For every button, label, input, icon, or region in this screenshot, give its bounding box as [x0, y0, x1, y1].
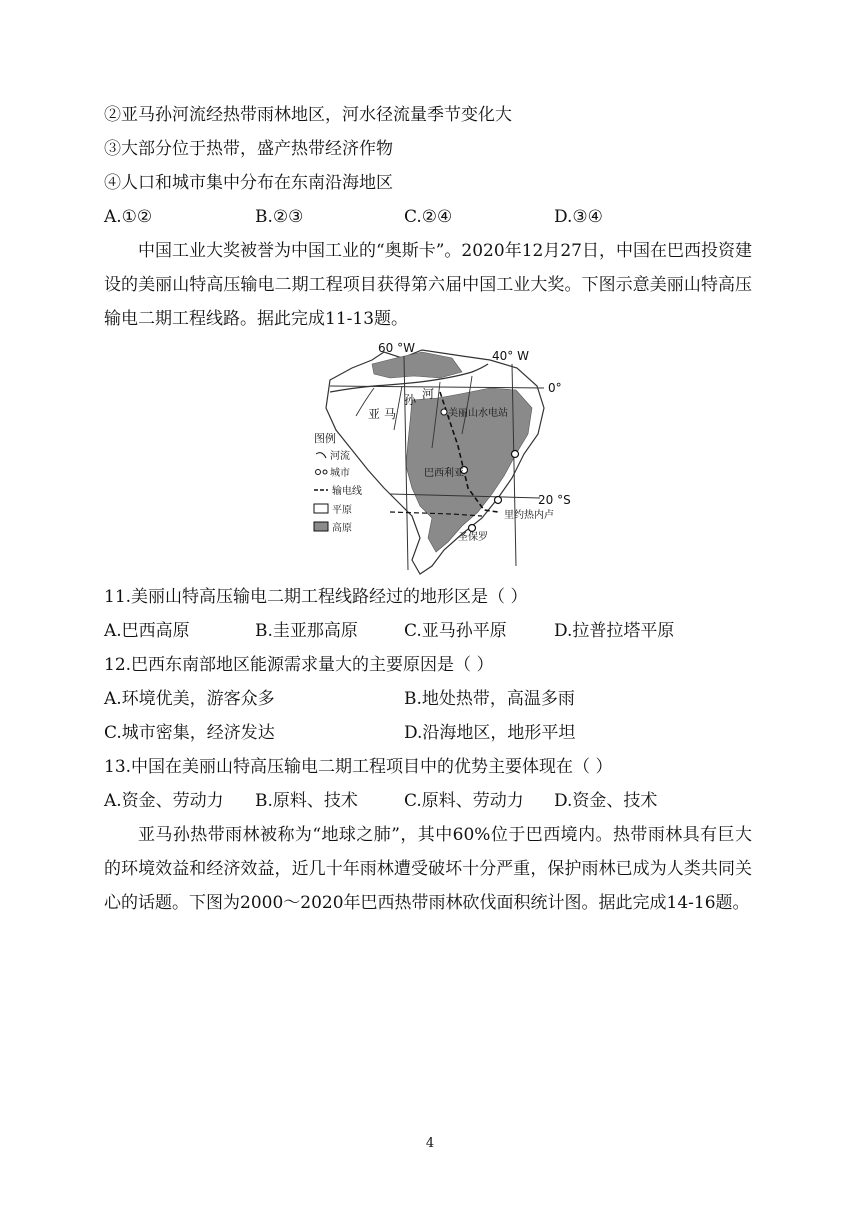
- q13-option-d: D.资金、技术: [554, 791, 658, 811]
- brazil-transmission-map: [312, 338, 571, 578]
- legend-title: 图例: [314, 432, 336, 445]
- q12-option-c: C.城市密集，经济发达: [104, 723, 275, 743]
- question-13-stem: 13.中国在美丽山特高压输电二期工程项目中的优势主要体现在（ ）: [104, 757, 613, 777]
- city-saopaulo-marker: [469, 525, 476, 532]
- legend-plateau-swatch: [314, 522, 328, 531]
- prev-item-3: ③大部分位于热带，盛产热带经济作物: [104, 139, 393, 159]
- q12-option-b: B.地处热带，高温多雨: [404, 689, 575, 709]
- river-label-sun: 孙: [404, 393, 417, 407]
- prev-item-4: ④人口和城市集中分布在东南沿海地区: [104, 173, 393, 193]
- q11-option-b: B.圭亚那高原: [255, 621, 358, 641]
- lat-0-label: 0°: [548, 381, 562, 395]
- q11-option-a: A.巴西高原: [104, 621, 190, 641]
- city-rio-marker: [495, 497, 502, 504]
- prev-option-d: D.③④: [554, 207, 603, 227]
- prev-option-b: B.②③: [255, 207, 304, 227]
- intro-paragraph-2: 亚马孙热带雨林被称为“地球之肺”，其中60%位于巴西境内。热带雨林具有巨大的环境效益和经济效益，近几十年雨林遭受破坏十分严重，保护雨林已成为人类共同关心的话题。下图为2000～2020年巴西热带雨林砍伐面积统计图。据此完成14-16题。: [104, 825, 752, 913]
- river-label-ma: 马: [384, 407, 397, 421]
- q12-option-d: D.沿海地区，地形平坦: [404, 723, 576, 743]
- question-12-stem: 12.巴西东南部地区能源需求量大的主要原因是（ ）: [104, 655, 494, 675]
- hydro-station-label: 美丽山水电站: [448, 408, 508, 419]
- lon-60w-label: 60 °W: [378, 341, 415, 355]
- legend-plain-label: 平原: [332, 505, 352, 516]
- intro-paragraph-1: 中国工业大奖被誉为中国工业的“奥斯卡”。2020年12月27日，中国在巴西投资建设的美丽山特高压输电二期工程项目获得第六届中国工业大奖。下图示意美丽山特高压输电二期工程线路。据此完成11-13题。: [104, 241, 752, 329]
- question-11-stem: 11.美丽山特高压输电二期工程线路经过的地形区是（ ）: [104, 587, 528, 607]
- lat-20s-label: 20 °S: [538, 493, 571, 507]
- legend-city-icon-capital: [316, 470, 321, 475]
- legend-plateau-label: 高原: [332, 523, 352, 534]
- city-brasilia-label: 巴西利亚: [424, 468, 464, 479]
- city-saopaulo-label: 圣保罗: [458, 532, 488, 543]
- q11-option-d: D.拉普拉塔平原: [554, 621, 675, 641]
- hydro-station-marker: [441, 409, 447, 415]
- river-label-he: 河: [422, 387, 435, 401]
- lon-40w-label: 40° W: [492, 349, 529, 363]
- page-number: 4: [425, 1136, 435, 1151]
- legend-city-label: 城市: [330, 468, 350, 479]
- q13-option-b: B.原料、技术: [255, 791, 358, 811]
- legend-river-icon: [316, 453, 326, 458]
- legend-line-label: 输电线: [332, 486, 362, 497]
- legend-river-label: 河流: [330, 451, 350, 462]
- city-coast-marker: [512, 451, 519, 458]
- q13-option-a: A.资金、劳动力: [104, 791, 224, 811]
- city-rio-label: 里约热内卢: [504, 510, 554, 521]
- q12-option-a: A.环境优美，游客众多: [104, 689, 275, 709]
- river-label-ya: 亚: [368, 407, 381, 421]
- prev-option-c: C.②④: [404, 207, 453, 227]
- legend-city-icon: [323, 470, 327, 474]
- prev-item-2: ②亚马孙河流经热带雨林地区，河水径流量季节变化大: [104, 105, 512, 125]
- q13-option-c: C.原料、劳动力: [404, 791, 524, 811]
- legend-plain-swatch: [314, 504, 328, 513]
- q11-option-c: C.亚马孙平原: [404, 621, 507, 641]
- prev-option-a: A.①②: [104, 207, 153, 227]
